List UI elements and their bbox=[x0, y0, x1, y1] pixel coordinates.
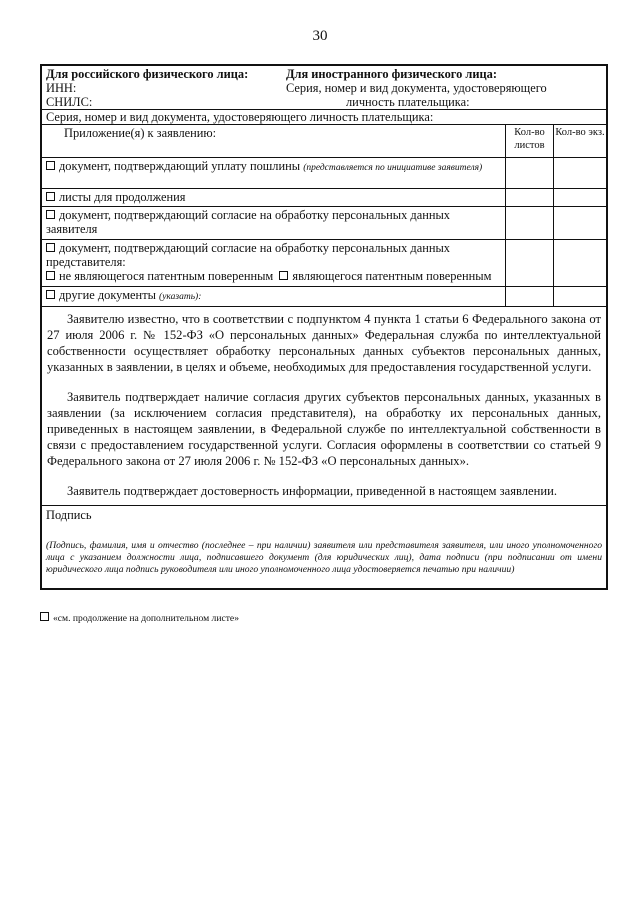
consent-applicant-label: документ, подтверждающий согласие на обработку персональных данных заявителя bbox=[46, 208, 451, 236]
consent-applicant-copies-cell[interactable] bbox=[554, 207, 606, 239]
other-docs-copies-cell[interactable] bbox=[554, 287, 606, 306]
russian-person-block bbox=[46, 67, 286, 109]
attachment-row-other bbox=[42, 287, 606, 307]
attachment-row-consent-applicant bbox=[42, 207, 606, 240]
continuation-note-checkbox[interactable] bbox=[40, 612, 49, 621]
other-docs-label: другие документы bbox=[59, 288, 156, 302]
declaration-paragraph-2: Заявитель подтверждает наличие согласия других субъектов персональных данных, указанных в заявлении (за исключением согласия представителя), на обработку их персональных данных, приведенных в настоящем заявлении, в Федеральной службе по интеллектуальной собственности в связи с предоставлением государственной услуги. Согласия оформлены в соответствии со статьей 9 Федерального закона от 27 июля 2006 г. № 152-ФЗ «О персональных данных». bbox=[47, 390, 601, 468]
not-attorney-label: не являющегося патентным поверенным bbox=[59, 269, 274, 283]
attachment-row-consent-representative bbox=[42, 240, 606, 287]
fee-doc-sheets-cell[interactable] bbox=[506, 158, 554, 188]
payer-document-field[interactable]: Серия, номер и вид документа, удостоверяющего личность плательщика: bbox=[42, 110, 606, 125]
not-attorney-checkbox[interactable] bbox=[46, 271, 55, 280]
fee-doc-copies-cell[interactable] bbox=[554, 158, 606, 188]
other-docs-sheets-cell[interactable] bbox=[506, 287, 554, 306]
russian-person-title: Для российского физического лица: bbox=[46, 67, 249, 81]
fee-doc-label: документ, подтверждающий уплату пошлины bbox=[59, 159, 301, 173]
copies-count-header: Кол-во экз. bbox=[555, 127, 605, 138]
sheets-count-header: Кол-во листов bbox=[506, 125, 554, 157]
continuation-copies-cell[interactable] bbox=[554, 189, 606, 206]
consent-rep-label: документ, подтверждающий согласие на обработку персональных данных представителя: bbox=[46, 241, 451, 269]
attachments-title: Приложение(я) к заявлению: bbox=[42, 125, 506, 157]
other-docs-note: (указать): bbox=[159, 292, 202, 302]
continuation-label: листы для продолжения bbox=[59, 190, 186, 204]
attachment-row-fee bbox=[42, 158, 606, 189]
application-form bbox=[40, 64, 608, 590]
consent-rep-copies-cell[interactable] bbox=[554, 240, 606, 286]
other-docs-checkbox[interactable] bbox=[46, 290, 55, 299]
fee-doc-note: (представляется по инициативе заявителя) bbox=[303, 163, 483, 173]
foreign-document-field[interactable]: Серия, номер и вид документа, удостоверяющего bbox=[286, 81, 547, 95]
continuation-checkbox[interactable] bbox=[46, 192, 55, 201]
attachments-header bbox=[42, 125, 606, 158]
consent-applicant-sheets-cell[interactable] bbox=[506, 207, 554, 239]
continuation-note-label: «см. продолжение на дополнительном листе» bbox=[53, 613, 239, 624]
consent-applicant-checkbox[interactable] bbox=[46, 210, 55, 219]
attachment-row-continuation bbox=[42, 189, 606, 207]
inn-field[interactable]: ИНН: bbox=[46, 81, 77, 95]
signature-label: Подпись bbox=[46, 508, 92, 522]
foreign-person-block bbox=[286, 67, 602, 109]
declaration-paragraph-3: Заявитель подтверждает достоверность информации, приведенной в настоящем заявлении. bbox=[67, 484, 558, 498]
continuation-footnote bbox=[40, 612, 239, 624]
foreign-person-title: Для иностранного физического лица: bbox=[286, 67, 497, 81]
snils-field[interactable]: СНИЛС: bbox=[46, 95, 93, 109]
signature-caption: (Подпись, фамилия, имя и отчество (последнее – при наличии) заявителя или представителя заявителя, или иного уполномоченного лица с указанием должности лица, подписавшего документ (для юридических лиц), дата подписи (при подписании от имени юридического лица подпись руководителя или иного уполномоченного лица удостоверяется печатью при наличии) bbox=[46, 540, 602, 575]
declaration-paragraph-1: Заявителю известно, что в соответствии с подпунктом 4 пункта 1 статьи 6 Федерального закона от 27 июля 2006 г. № 152-ФЗ «О персональных данных» Федеральная служба по интеллектуальной собственности осуществляет обработку персональных данных субъектов персональных данных, указанных в заявлении, в целях и объеме, необходимых для предоставления государственной услуги. bbox=[47, 312, 601, 374]
consent-rep-sheets-cell[interactable] bbox=[506, 240, 554, 286]
declarations bbox=[42, 307, 606, 506]
fee-doc-checkbox[interactable] bbox=[46, 161, 55, 170]
attorney-label: являющегося патентным поверенным bbox=[292, 269, 492, 283]
signature-block[interactable] bbox=[42, 506, 606, 588]
consent-rep-checkbox[interactable] bbox=[46, 243, 55, 252]
page-number: 30 bbox=[312, 28, 328, 44]
payer-identification bbox=[42, 66, 606, 110]
attorney-checkbox[interactable] bbox=[279, 271, 288, 280]
continuation-sheets-cell[interactable] bbox=[506, 189, 554, 206]
foreign-document-field-cont: личность плательщика: bbox=[346, 95, 470, 109]
